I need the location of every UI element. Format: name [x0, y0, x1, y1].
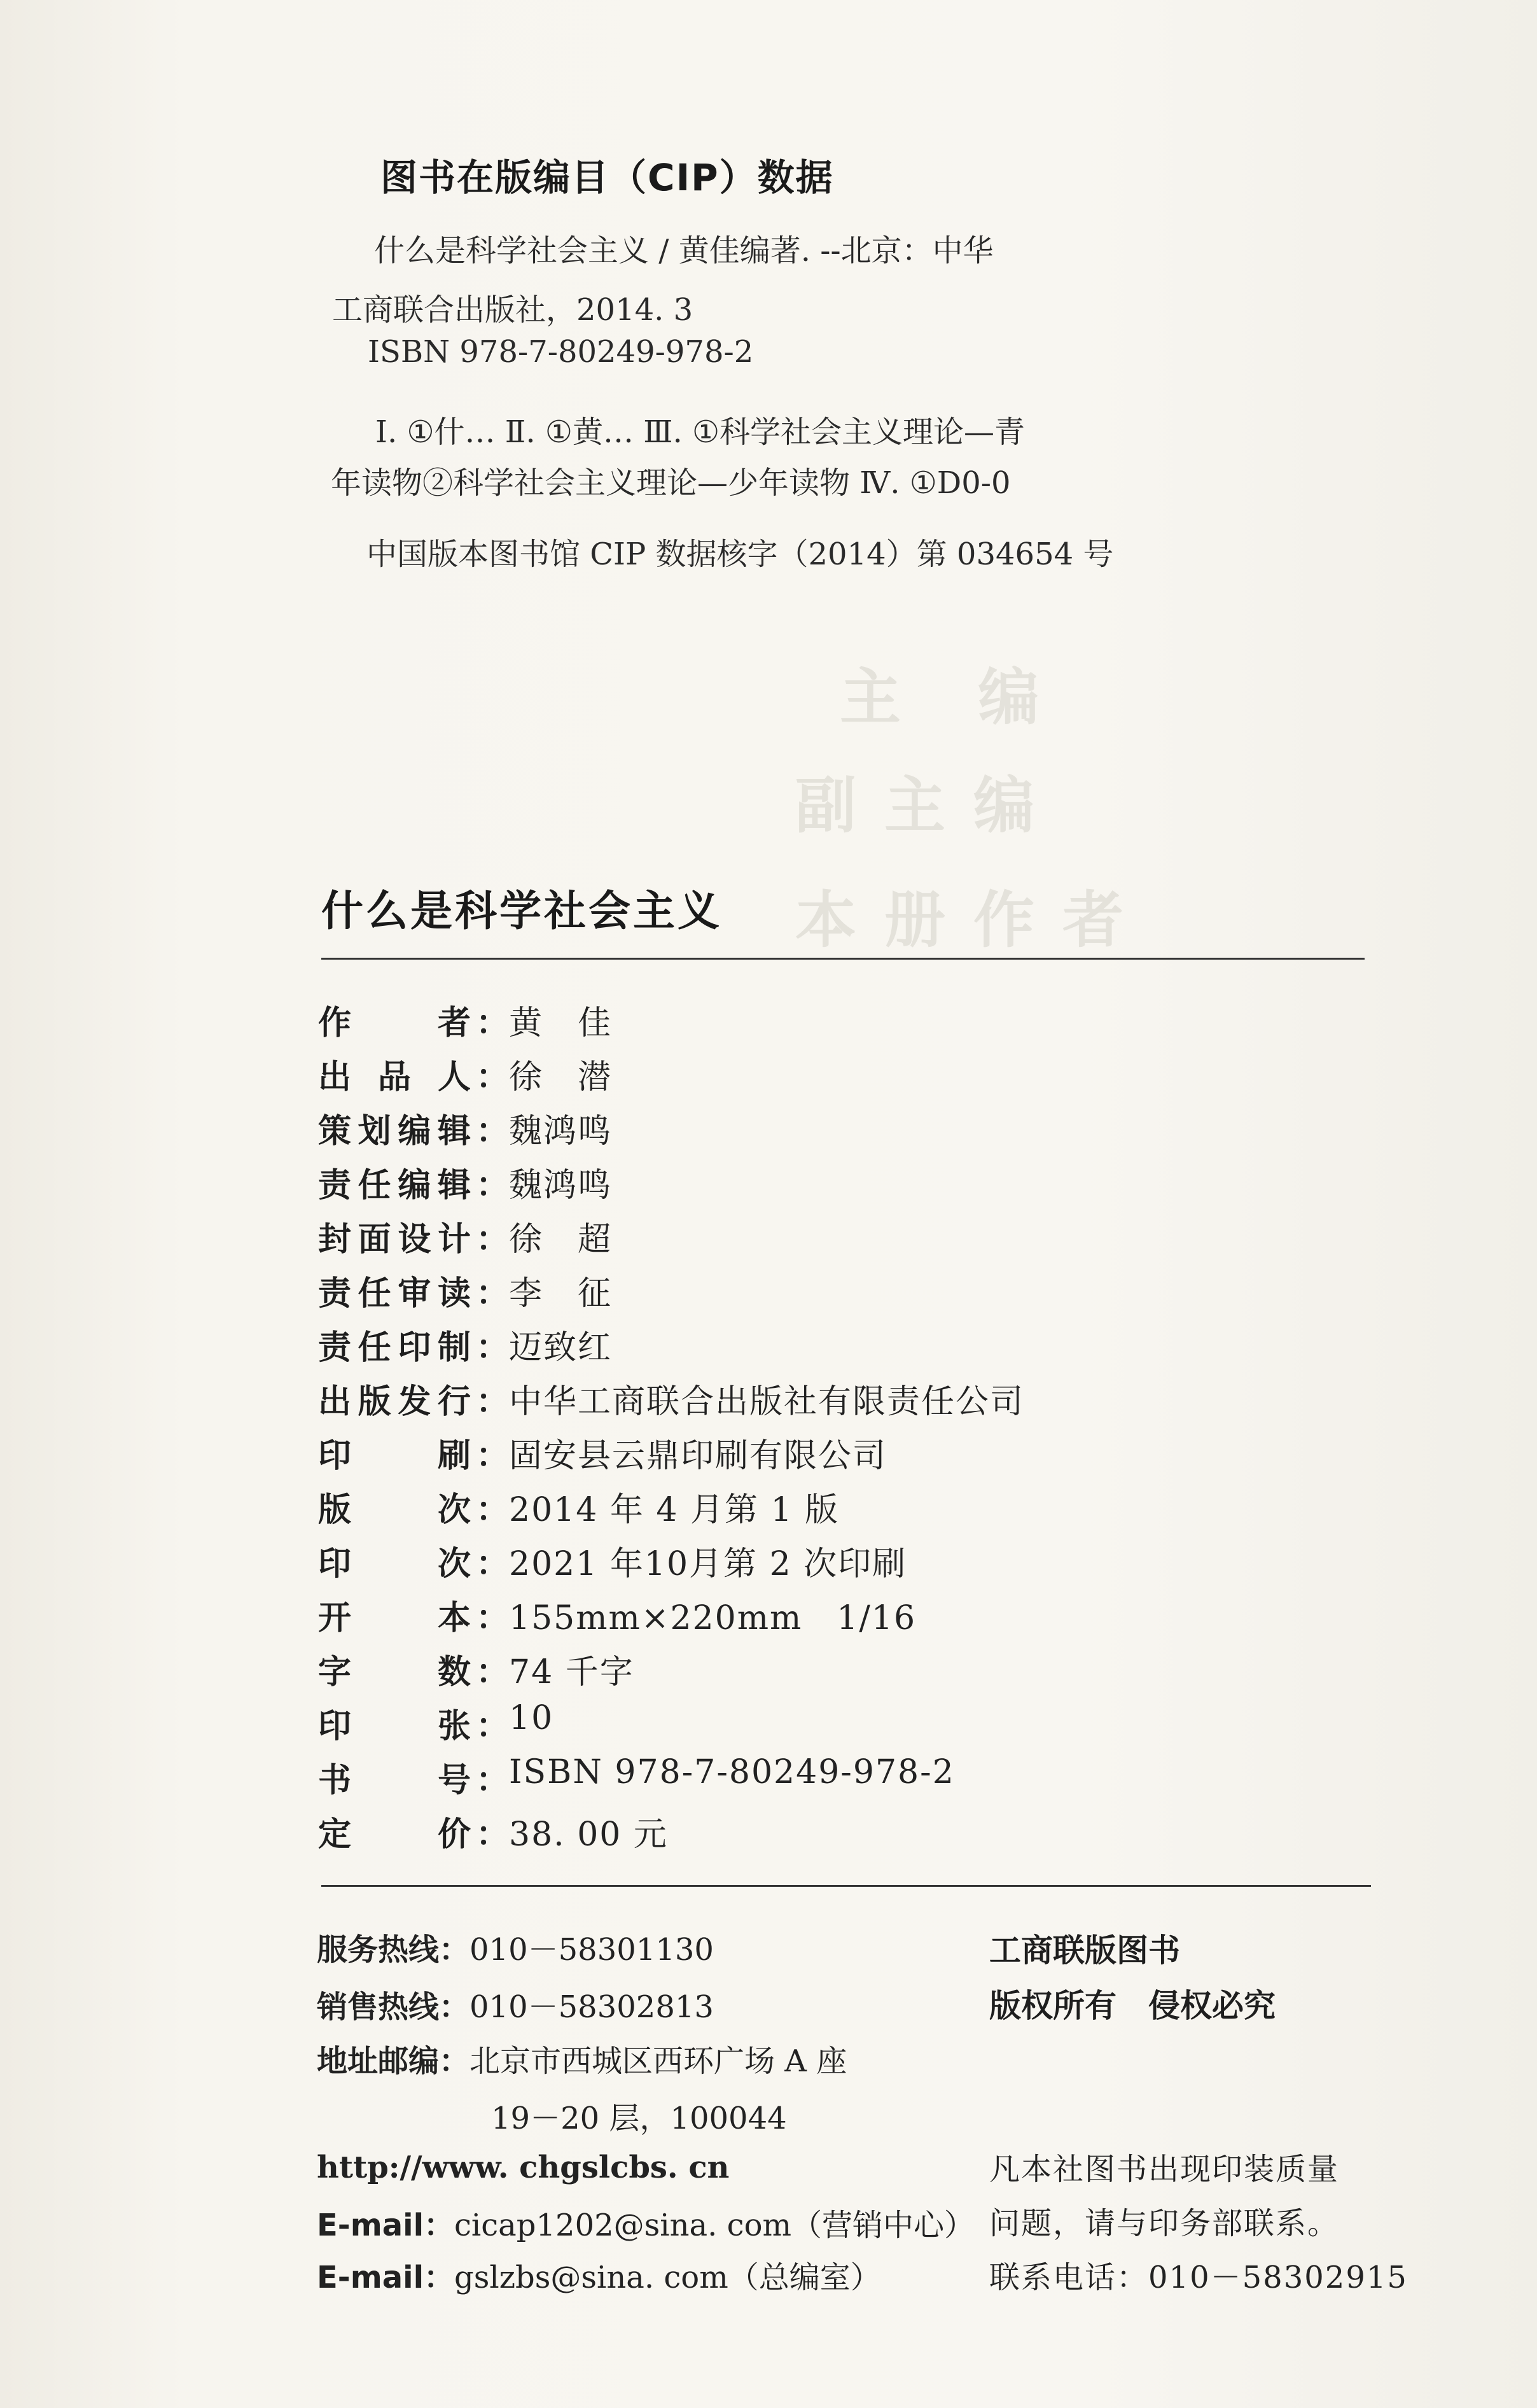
- info-colon: ：: [476, 1437, 510, 1475]
- info-colon: ：: [476, 1653, 510, 1691]
- contact-phone: 联系电话：010－58302915: [989, 2260, 1408, 2295]
- info-colon: ：: [476, 1599, 510, 1637]
- divider: [321, 958, 1365, 960]
- info-colon: ：: [476, 1707, 510, 1746]
- service-hotline: [317, 1925, 714, 1969]
- info-label: 定 价: [318, 1816, 471, 1854]
- info-value: 固安县云鼎印刷有限公司: [509, 1437, 887, 1475]
- info-value: 徐 超: [509, 1221, 613, 1259]
- website-link[interactable]: http://www. chgslcbs. cn: [317, 2150, 730, 2185]
- cip-line: 什么是科学社会主义 / 黄佳编著. --北京：中华: [374, 233, 994, 269]
- email-link[interactable]: cicap1202@sina. com（营销中心）: [454, 2208, 975, 2243]
- info-label: 版 次: [318, 1491, 471, 1529]
- info-label: 责 任 印 制: [318, 1329, 471, 1367]
- info-colon: ：: [476, 1166, 510, 1205]
- service-hotline-label: 服务热线：: [317, 1932, 470, 1968]
- book-title: 什么是科学社会主义: [321, 886, 722, 935]
- info-label: 印 次: [318, 1545, 471, 1583]
- info-label: 责 任 编 辑: [318, 1166, 471, 1205]
- info-value: 38. 00 元: [509, 1816, 668, 1854]
- sales-hotline-value: 010－58302813: [469, 1989, 714, 2025]
- info-value: 黄 佳: [509, 1004, 613, 1042]
- info-value: 徐 潜: [509, 1058, 613, 1096]
- info-label: 出 版 发 行: [318, 1383, 471, 1421]
- info-label: 策 划 编 辑: [318, 1112, 471, 1151]
- copyright-notice: 版权所有 侵权必究: [989, 1987, 1276, 2024]
- info-colon: ：: [476, 1329, 510, 1367]
- info-label: 作 者: [318, 1004, 471, 1042]
- info-value: 魏鸿鸣: [509, 1166, 613, 1205]
- info-value: 2021 年10月第 2 次印刷: [509, 1545, 907, 1583]
- show-through-text: 主 编: [840, 662, 1068, 733]
- cip-line: 年读物②科学社会主义理论—少年读物 Ⅳ. ①D0-0: [331, 465, 1011, 501]
- info-value: 魏鸿鸣: [509, 1112, 613, 1151]
- info-value: 74 千字: [509, 1653, 634, 1691]
- quality-notice-line: 凡本社图书出现印装质量: [989, 2152, 1340, 2187]
- info-label: 印 张: [318, 1707, 471, 1746]
- info-value: 中华工商联合出版社有限责任公司: [509, 1383, 1025, 1421]
- info-label: 责 任 审 读: [318, 1275, 471, 1313]
- show-through-text: 副主编: [795, 770, 1062, 841]
- info-label: 封 面 设 计: [318, 1221, 471, 1259]
- info-colon: ：: [476, 1545, 510, 1583]
- info-value: 李 征: [509, 1275, 613, 1313]
- address-line-1: 北京市西城区西环广场 A 座: [469, 2043, 847, 2079]
- info-label: 出 品 人: [318, 1058, 471, 1096]
- address-line-2: 19－20 层，100044: [491, 2101, 787, 2136]
- info-colon: ：: [476, 1761, 510, 1800]
- address-label: 地址邮编：: [317, 2043, 470, 2079]
- email-editorial: [317, 2253, 881, 2297]
- cip-line: Ⅰ. ①什… Ⅱ. ①黄… Ⅲ. ①科学社会主义理论—青: [375, 414, 1026, 450]
- info-label: 印 刷: [318, 1437, 471, 1475]
- quality-notice-line: 问题，请与印务部联系。: [989, 2206, 1340, 2241]
- email-link[interactable]: gslzbs@sina. com（总编室）: [454, 2260, 881, 2295]
- sales-hotline: [317, 1982, 714, 2026]
- sales-hotline-label: 销售热线：: [317, 1989, 470, 2025]
- address: [317, 2036, 847, 2080]
- info-value: 迈致红: [509, 1329, 613, 1367]
- cip-line: ISBN 978-7-80249-978-2: [368, 334, 754, 370]
- info-value: ISBN 978-7-80249-978-2: [509, 1753, 955, 1791]
- info-colon: ：: [476, 1275, 510, 1313]
- info-colon: ：: [476, 1058, 510, 1096]
- info-colon: ：: [476, 1112, 510, 1151]
- info-label: 字 数: [318, 1653, 471, 1691]
- email-label: E-mail：: [317, 2260, 455, 2295]
- info-value: 2014 年 4 月第 1 版: [509, 1491, 840, 1529]
- info-colon: ：: [476, 1221, 510, 1259]
- info-label: 书 号: [318, 1761, 471, 1800]
- publisher-brand: 工商联版图书: [989, 1932, 1180, 1969]
- cip-line: 中国版本图书馆 CIP 数据核字（2014）第 034654 号: [366, 536, 1114, 572]
- divider: [321, 1885, 1371, 1887]
- info-value: 155mm×220mm 1/16: [509, 1599, 917, 1637]
- info-label: 开 本: [318, 1599, 471, 1637]
- email-label: E-mail：: [317, 2208, 455, 2243]
- info-colon: ：: [476, 1004, 510, 1042]
- service-hotline-value: 010－58301130: [469, 1932, 714, 1968]
- cip-title: 图书在版编目（CIP）数据: [380, 156, 834, 199]
- info-colon: ：: [476, 1383, 510, 1421]
- email-marketing: [317, 2201, 975, 2244]
- info-colon: ：: [476, 1816, 510, 1854]
- cip-line: 工商联合出版社，2014. 3: [332, 292, 693, 328]
- info-colon: ：: [476, 1491, 510, 1529]
- show-through-text: 本册作者: [795, 885, 1151, 956]
- info-value: 10: [509, 1699, 554, 1737]
